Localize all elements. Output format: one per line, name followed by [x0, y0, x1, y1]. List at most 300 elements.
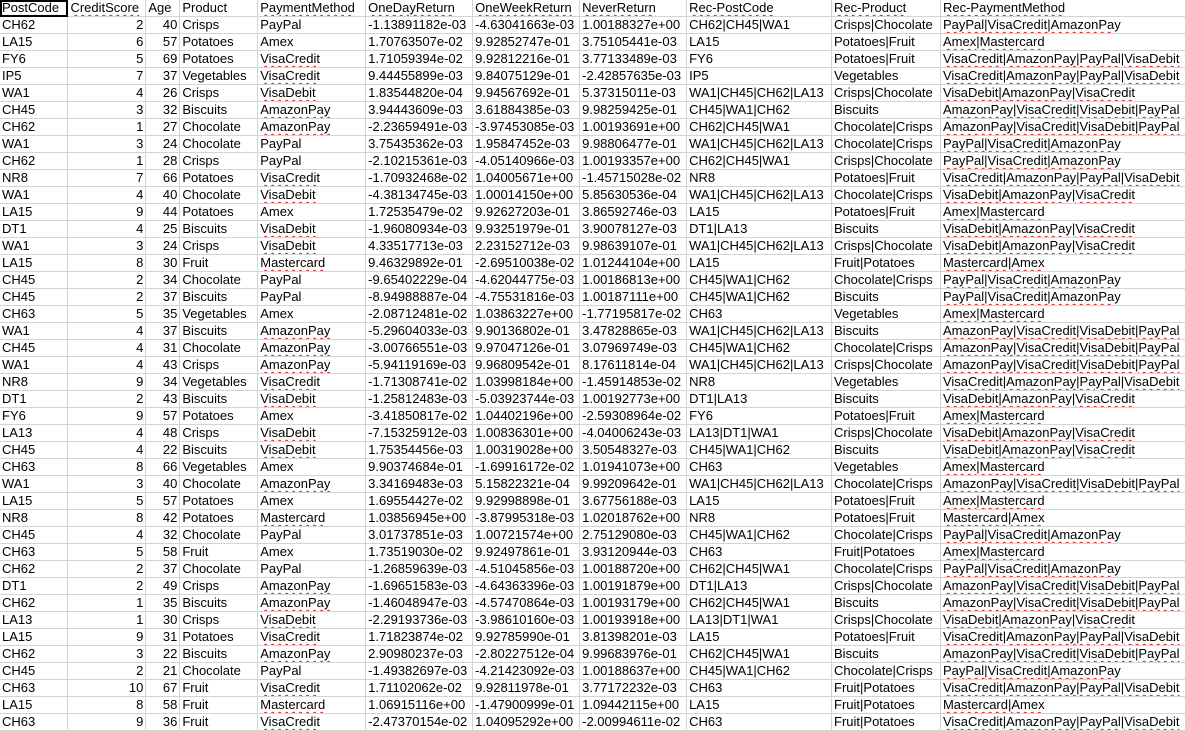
table-cell[interactable]: AmazonPay|VisaCredit|VisaDebit|PayPal — [940, 340, 1185, 357]
table-cell[interactable]: 37 — [146, 289, 180, 306]
table-cell[interactable]: 9.98639107e-01 — [580, 238, 687, 255]
table-cell[interactable]: AmazonPay — [258, 357, 366, 374]
table-cell[interactable]: -8.94988887e-04 — [366, 289, 473, 306]
table-cell[interactable]: PayPal|VisaCredit|AmazonPay — [940, 527, 1185, 544]
table-cell[interactable]: 36 — [146, 714, 180, 731]
table-cell[interactable]: 1.00193918e+00 — [580, 612, 687, 629]
table-cell[interactable]: Crisps — [180, 238, 258, 255]
table-cell[interactable]: 3.77133489e-03 — [580, 51, 687, 68]
table-cell[interactable]: 27 — [146, 119, 180, 136]
table-cell[interactable]: Biscuits — [180, 221, 258, 238]
table-cell[interactable]: 1.83544820e-04 — [366, 85, 473, 102]
table-cell[interactable]: 1.00186813e+00 — [580, 272, 687, 289]
table-cell[interactable]: 30 — [146, 612, 180, 629]
table-cell[interactable]: 2.75129080e-03 — [580, 527, 687, 544]
table-cell[interactable]: 4 — [68, 187, 146, 204]
table-cell[interactable]: CH45|WA1|CH62 — [687, 527, 832, 544]
table-cell[interactable]: 3.47828865e-03 — [580, 323, 687, 340]
table-cell[interactable]: Crisps — [180, 578, 258, 595]
table-cell[interactable]: VisaDebit|AmazonPay|VisaCredit — [940, 612, 1185, 629]
table-cell[interactable]: 9.92627203e-01 — [473, 204, 580, 221]
table-cell[interactable]: 1.09442115e+00 — [580, 697, 687, 714]
table-cell[interactable]: Potatoes — [180, 51, 258, 68]
table-cell[interactable]: 1.71823874e-02 — [366, 629, 473, 646]
table-cell[interactable]: 5 — [68, 51, 146, 68]
table-cell[interactable]: WA1 — [0, 136, 68, 153]
table-cell[interactable]: LA15 — [687, 255, 832, 272]
table-cell[interactable]: 37 — [146, 561, 180, 578]
table-cell[interactable]: AmazonPay — [258, 476, 366, 493]
table-cell[interactable]: 9 — [68, 204, 146, 221]
table-cell[interactable]: Crisps — [180, 17, 258, 34]
table-cell[interactable]: WA1|CH45|CH62|LA13 — [687, 85, 832, 102]
table-cell[interactable]: Chocolate|Crisps — [832, 561, 941, 578]
table-cell[interactable]: Mastercard|Amex — [940, 510, 1185, 527]
table-cell[interactable]: CH62|CH45|WA1 — [687, 119, 832, 136]
table-cell[interactable]: 9.44455899e-03 — [366, 68, 473, 85]
column-header[interactable]: PaymentMethod — [258, 0, 366, 17]
table-cell[interactable]: Potatoes|Fruit — [832, 629, 941, 646]
table-cell[interactable]: Vegetables — [180, 374, 258, 391]
table-cell[interactable]: Biscuits — [832, 391, 941, 408]
table-cell[interactable]: LA15 — [687, 204, 832, 221]
table-cell[interactable]: 3.07969749e-03 — [580, 340, 687, 357]
table-cell[interactable]: CH45 — [0, 527, 68, 544]
table-cell[interactable]: -1.69916172e-02 — [473, 459, 580, 476]
table-cell[interactable]: -1.13891182e-03 — [366, 17, 473, 34]
table-cell[interactable]: VisaCredit — [258, 68, 366, 85]
table-cell[interactable]: WA1 — [0, 85, 68, 102]
table-cell[interactable]: 66 — [146, 459, 180, 476]
table-cell[interactable]: 9 — [68, 408, 146, 425]
table-cell[interactable]: 1.69554427e-02 — [366, 493, 473, 510]
table-cell[interactable]: LA15 — [687, 697, 832, 714]
table-cell[interactable]: Chocolate|Crisps — [832, 663, 941, 680]
table-cell[interactable]: VisaCredit — [258, 374, 366, 391]
table-cell[interactable]: VisaDebit — [258, 187, 366, 204]
table-cell[interactable]: VisaDebit|AmazonPay|VisaCredit — [940, 425, 1185, 442]
table-cell[interactable]: LA15 — [0, 204, 68, 221]
table-cell[interactable]: Biscuits — [180, 442, 258, 459]
table-cell[interactable]: CH45 — [0, 289, 68, 306]
table-cell[interactable]: CH63 — [687, 680, 832, 697]
table-cell[interactable]: Biscuits — [180, 391, 258, 408]
table-cell[interactable]: Mastercard — [258, 697, 366, 714]
table-cell[interactable]: 9.98806477e-01 — [580, 136, 687, 153]
table-cell[interactable]: -5.29604033e-03 — [366, 323, 473, 340]
table-cell[interactable]: -1.25812483e-03 — [366, 391, 473, 408]
table-cell[interactable]: CH45|WA1|CH62 — [687, 102, 832, 119]
table-cell[interactable]: 3.90078127e-03 — [580, 221, 687, 238]
table-cell[interactable]: Mastercard — [258, 255, 366, 272]
table-cell[interactable]: 1.95847452e-03 — [473, 136, 580, 153]
table-cell[interactable]: CH63 — [0, 544, 68, 561]
table-cell[interactable]: Fruit|Potatoes — [832, 680, 941, 697]
table-cell[interactable]: Biscuits — [180, 289, 258, 306]
table-cell[interactable]: PayPal|VisaCredit|AmazonPay — [940, 136, 1185, 153]
table-cell[interactable]: Fruit|Potatoes — [832, 544, 941, 561]
table-cell[interactable]: 1 — [68, 153, 146, 170]
table-cell[interactable]: 9.99683976e-01 — [580, 646, 687, 663]
table-cell[interactable]: PayPal|VisaCredit|AmazonPay — [940, 663, 1185, 680]
table-cell[interactable]: Fruit|Potatoes — [832, 255, 941, 272]
table-cell[interactable]: 7 — [68, 68, 146, 85]
table-cell[interactable]: Mastercard|Amex — [940, 697, 1185, 714]
column-header[interactable]: Product — [180, 0, 258, 17]
table-cell[interactable]: -2.59308964e-02 — [580, 408, 687, 425]
table-cell[interactable]: 9.92998898e-01 — [473, 493, 580, 510]
table-cell[interactable]: Amex — [258, 306, 366, 323]
table-cell[interactable]: 1.01941073e+00 — [580, 459, 687, 476]
table-cell[interactable]: VisaDebit — [258, 442, 366, 459]
table-cell[interactable]: -2.23659491e-03 — [366, 119, 473, 136]
table-cell[interactable]: 9.94567692e-01 — [473, 85, 580, 102]
table-cell[interactable]: -5.94119169e-03 — [366, 357, 473, 374]
table-cell[interactable]: 43 — [146, 357, 180, 374]
table-cell[interactable]: LA13|DT1|WA1 — [687, 425, 832, 442]
table-cell[interactable]: 5 — [68, 544, 146, 561]
table-cell[interactable]: LA15 — [687, 493, 832, 510]
table-cell[interactable]: 2 — [68, 17, 146, 34]
table-cell[interactable]: CH63 — [687, 306, 832, 323]
table-cell[interactable]: NR8 — [687, 170, 832, 187]
table-cell[interactable]: Potatoes|Fruit — [832, 204, 941, 221]
table-cell[interactable]: Chocolate — [180, 663, 258, 680]
table-cell[interactable]: 66 — [146, 170, 180, 187]
table-cell[interactable]: 2 — [68, 578, 146, 595]
column-header[interactable]: Rec-PaymentMethod — [940, 0, 1185, 17]
table-cell[interactable]: LA15 — [0, 34, 68, 51]
table-cell[interactable]: 35 — [146, 306, 180, 323]
table-cell[interactable]: 1.03863227e+00 — [473, 306, 580, 323]
table-cell[interactable]: Potatoes|Fruit — [832, 408, 941, 425]
table-cell[interactable]: Crisps|Chocolate — [832, 17, 941, 34]
table-cell[interactable]: -1.69651583e-03 — [366, 578, 473, 595]
table-cell[interactable]: 7 — [68, 170, 146, 187]
table-cell[interactable]: Vegetables — [832, 306, 941, 323]
table-cell[interactable]: -7.15325912e-03 — [366, 425, 473, 442]
table-cell[interactable]: VisaDebit — [258, 612, 366, 629]
table-cell[interactable]: Crisps|Chocolate — [832, 425, 941, 442]
table-cell[interactable]: 9.84075129e-01 — [473, 68, 580, 85]
table-cell[interactable]: Potatoes — [180, 629, 258, 646]
table-cell[interactable]: -3.41850817e-02 — [366, 408, 473, 425]
table-cell[interactable]: WA1 — [0, 476, 68, 493]
table-cell[interactable]: 31 — [146, 629, 180, 646]
table-cell[interactable]: 1.00192773e+00 — [580, 391, 687, 408]
table-cell[interactable]: Potatoes — [180, 204, 258, 221]
table-cell[interactable]: NR8 — [687, 510, 832, 527]
table-cell[interactable]: AmazonPay|VisaCredit|VisaDebit|PayPal — [940, 357, 1185, 374]
table-cell[interactable]: DT1|LA13 — [687, 578, 832, 595]
table-cell[interactable]: VisaDebit|AmazonPay|VisaCredit — [940, 238, 1185, 255]
table-cell[interactable]: Biscuits — [832, 442, 941, 459]
table-cell[interactable]: CH62 — [0, 153, 68, 170]
table-cell[interactable]: AmazonPay — [258, 578, 366, 595]
table-cell[interactable]: 40 — [146, 187, 180, 204]
table-cell[interactable]: AmazonPay|VisaCredit|VisaDebit|PayPal — [940, 323, 1185, 340]
table-cell[interactable]: 5 — [68, 493, 146, 510]
table-cell[interactable]: CH62|CH45|WA1 — [687, 646, 832, 663]
table-cell[interactable]: Amex|Mastercard — [940, 34, 1185, 51]
table-cell[interactable]: 4 — [68, 425, 146, 442]
table-cell[interactable]: VisaDebit|AmazonPay|VisaCredit — [940, 221, 1185, 238]
table-cell[interactable]: Potatoes — [180, 493, 258, 510]
table-cell[interactable]: 69 — [146, 51, 180, 68]
table-cell[interactable]: 3.67756188e-03 — [580, 493, 687, 510]
table-cell[interactable]: DT1|LA13 — [687, 221, 832, 238]
table-cell[interactable]: -1.71308741e-02 — [366, 374, 473, 391]
table-cell[interactable]: 2 — [68, 561, 146, 578]
table-cell[interactable]: 8 — [68, 697, 146, 714]
table-cell[interactable]: Chocolate — [180, 136, 258, 153]
table-cell[interactable]: -4.75531816e-03 — [473, 289, 580, 306]
table-cell[interactable]: 35 — [146, 595, 180, 612]
table-cell[interactable]: 32 — [146, 102, 180, 119]
table-cell[interactable]: -1.70932468e-02 — [366, 170, 473, 187]
table-cell[interactable]: CH62 — [0, 646, 68, 663]
table-cell[interactable]: 3.50548327e-03 — [580, 442, 687, 459]
table-cell[interactable]: VisaDebit — [258, 425, 366, 442]
table-cell[interactable]: CH62 — [0, 561, 68, 578]
table-cell[interactable]: 2 — [68, 391, 146, 408]
table-cell[interactable]: VisaDebit — [258, 238, 366, 255]
table-cell[interactable]: CH62|CH45|WA1 — [687, 17, 832, 34]
table-cell[interactable]: PayPal — [258, 17, 366, 34]
table-cell[interactable]: Vegetables — [832, 459, 941, 476]
table-cell[interactable]: 1.00193691e+00 — [580, 119, 687, 136]
table-cell[interactable]: 1.70763507e-02 — [366, 34, 473, 51]
table-cell[interactable]: Amex|Mastercard — [940, 544, 1185, 561]
table-cell[interactable]: -1.49382697e-03 — [366, 663, 473, 680]
table-cell[interactable]: CH63 — [687, 544, 832, 561]
table-cell[interactable]: 1.00319028e+00 — [473, 442, 580, 459]
table-cell[interactable]: 37 — [146, 68, 180, 85]
table-cell[interactable]: FY6 — [0, 51, 68, 68]
table-cell[interactable]: CH63 — [0, 459, 68, 476]
table-cell[interactable]: -4.62044775e-03 — [473, 272, 580, 289]
table-cell[interactable]: -1.96080934e-03 — [366, 221, 473, 238]
table-cell[interactable]: 1.00191879e+00 — [580, 578, 687, 595]
table-cell[interactable]: -4.21423092e-03 — [473, 663, 580, 680]
table-cell[interactable]: 8.17611814e-04 — [580, 357, 687, 374]
table-cell[interactable]: PayPal — [258, 527, 366, 544]
table-cell[interactable]: 40 — [146, 17, 180, 34]
table-cell[interactable]: Fruit — [180, 697, 258, 714]
table-cell[interactable]: CH45|WA1|CH62 — [687, 442, 832, 459]
table-cell[interactable]: 44 — [146, 204, 180, 221]
table-cell[interactable]: 4 — [68, 323, 146, 340]
table-cell[interactable]: -1.45914853e-02 — [580, 374, 687, 391]
table-cell[interactable]: Mastercard|Amex — [940, 255, 1185, 272]
table-cell[interactable]: 1.01244104e+00 — [580, 255, 687, 272]
table-cell[interactable]: 3.34169483e-03 — [366, 476, 473, 493]
table-cell[interactable]: LA15 — [0, 493, 68, 510]
table-cell[interactable]: VisaCredit|AmazonPay|PayPal|VisaDebit — [940, 629, 1185, 646]
table-cell[interactable]: Crisps|Chocolate — [832, 578, 941, 595]
table-cell[interactable]: 9.96809542e-01 — [473, 357, 580, 374]
table-cell[interactable]: Vegetables — [180, 68, 258, 85]
table-cell[interactable]: CH63 — [0, 680, 68, 697]
table-cell[interactable]: Chocolate — [180, 561, 258, 578]
table-cell[interactable]: Potatoes|Fruit — [832, 493, 941, 510]
table-cell[interactable]: NR8 — [0, 510, 68, 527]
table-cell[interactable]: FY6 — [687, 408, 832, 425]
table-cell[interactable]: LA15 — [0, 629, 68, 646]
table-cell[interactable]: Biscuits — [180, 323, 258, 340]
table-cell[interactable]: 1.03856945e+00 — [366, 510, 473, 527]
table-cell[interactable]: -2.47370154e-02 — [366, 714, 473, 731]
table-cell[interactable]: 1.00836301e+00 — [473, 425, 580, 442]
table-cell[interactable]: Chocolate|Crisps — [832, 136, 941, 153]
table-cell[interactable]: 1.02018762e+00 — [580, 510, 687, 527]
table-cell[interactable]: VisaCredit — [258, 714, 366, 731]
table-cell[interactable]: AmazonPay|VisaCredit|VisaDebit|PayPal — [940, 595, 1185, 612]
table-cell[interactable]: CH45 — [0, 272, 68, 289]
table-cell[interactable]: 8 — [68, 510, 146, 527]
table-cell[interactable]: CH45 — [0, 102, 68, 119]
table-cell[interactable]: Chocolate|Crisps — [832, 476, 941, 493]
table-cell[interactable]: Crisps — [180, 357, 258, 374]
table-cell[interactable]: 34 — [146, 272, 180, 289]
table-cell[interactable]: 9 — [68, 374, 146, 391]
table-cell[interactable]: VisaCredit — [258, 51, 366, 68]
table-cell[interactable]: 48 — [146, 425, 180, 442]
table-cell[interactable]: 40 — [146, 476, 180, 493]
table-cell[interactable]: 4.33517713e-03 — [366, 238, 473, 255]
table-cell[interactable]: -4.38134745e-03 — [366, 187, 473, 204]
table-cell[interactable]: VisaCredit|AmazonPay|PayPal|VisaDebit — [940, 51, 1185, 68]
table-cell[interactable]: Potatoes|Fruit — [832, 170, 941, 187]
table-cell[interactable]: 1.71059394e-02 — [366, 51, 473, 68]
table-cell[interactable]: Potatoes — [180, 170, 258, 187]
table-cell[interactable]: CH62 — [0, 595, 68, 612]
table-cell[interactable]: 3 — [68, 646, 146, 663]
table-cell[interactable]: 9.92812216e-01 — [473, 51, 580, 68]
table-cell[interactable]: Biscuits — [832, 289, 941, 306]
table-cell[interactable]: 1.03998184e+00 — [473, 374, 580, 391]
table-cell[interactable]: Amex — [258, 408, 366, 425]
table-cell[interactable]: AmazonPay — [258, 102, 366, 119]
table-cell[interactable]: CH45|WA1|CH62 — [687, 272, 832, 289]
table-cell[interactable]: -1.47900999e-01 — [473, 697, 580, 714]
table-cell[interactable]: 4 — [68, 340, 146, 357]
table-cell[interactable]: 9.92811978e-01 — [473, 680, 580, 697]
table-cell[interactable]: Biscuits — [832, 595, 941, 612]
table-cell[interactable]: 9 — [68, 629, 146, 646]
table-cell[interactable]: 1.06915116e+00 — [366, 697, 473, 714]
table-cell[interactable]: Potatoes|Fruit — [832, 34, 941, 51]
table-cell[interactable]: Chocolate|Crisps — [832, 119, 941, 136]
table-cell[interactable]: 32 — [146, 527, 180, 544]
table-cell[interactable]: VisaCredit|AmazonPay|PayPal|VisaDebit — [940, 680, 1185, 697]
table-cell[interactable]: Crisps|Chocolate — [832, 238, 941, 255]
table-cell[interactable]: AmazonPay — [258, 340, 366, 357]
table-cell[interactable]: Biscuits — [832, 646, 941, 663]
table-cell[interactable]: -2.29193736e-03 — [366, 612, 473, 629]
column-header[interactable]: Rec-PostCode — [687, 0, 832, 17]
table-cell[interactable]: WA1 — [0, 238, 68, 255]
table-cell[interactable]: Potatoes — [180, 34, 258, 51]
table-cell[interactable]: Amex|Mastercard — [940, 204, 1185, 221]
table-cell[interactable]: VisaCredit|AmazonPay|PayPal|VisaDebit — [940, 374, 1185, 391]
table-cell[interactable]: NR8 — [687, 374, 832, 391]
table-cell[interactable]: Amex|Mastercard — [940, 459, 1185, 476]
table-cell[interactable]: CH62|CH45|WA1 — [687, 595, 832, 612]
table-cell[interactable]: VisaCredit — [258, 680, 366, 697]
table-cell[interactable]: Chocolate — [180, 187, 258, 204]
table-cell[interactable]: Fruit — [180, 680, 258, 697]
table-cell[interactable]: -4.63041663e-03 — [473, 17, 580, 34]
table-cell[interactable]: PayPal — [258, 289, 366, 306]
table-cell[interactable]: 58 — [146, 697, 180, 714]
table-cell[interactable]: -3.98610160e-03 — [473, 612, 580, 629]
table-cell[interactable]: AmazonPay — [258, 595, 366, 612]
table-cell[interactable]: 9.90374684e-01 — [366, 459, 473, 476]
table-cell[interactable]: -2.08712481e-02 — [366, 306, 473, 323]
table-cell[interactable]: PayPal — [258, 153, 366, 170]
table-cell[interactable]: 4 — [68, 85, 146, 102]
table-cell[interactable]: 3.75435362e-03 — [366, 136, 473, 153]
table-cell[interactable]: CH62 — [0, 17, 68, 34]
table-cell[interactable]: -4.04006243e-03 — [580, 425, 687, 442]
table-cell[interactable]: 3.81398201e-03 — [580, 629, 687, 646]
table-cell[interactable]: VisaDebit — [258, 391, 366, 408]
table-cell[interactable]: Chocolate — [180, 340, 258, 357]
table-cell[interactable]: 1.04402196e+00 — [473, 408, 580, 425]
table-cell[interactable]: WA1 — [0, 323, 68, 340]
table-cell[interactable]: Amex|Mastercard — [940, 408, 1185, 425]
table-cell[interactable]: 57 — [146, 493, 180, 510]
table-cell[interactable]: WA1|CH45|CH62|LA13 — [687, 357, 832, 374]
table-cell[interactable]: CH63 — [0, 306, 68, 323]
table-cell[interactable]: 1.00193179e+00 — [580, 595, 687, 612]
table-cell[interactable]: -3.87995318e-03 — [473, 510, 580, 527]
table-cell[interactable]: 2 — [68, 272, 146, 289]
table-cell[interactable]: Biscuits — [832, 323, 941, 340]
table-cell[interactable]: 3 — [68, 238, 146, 255]
table-cell[interactable]: CH45 — [0, 340, 68, 357]
table-cell[interactable]: Chocolate — [180, 527, 258, 544]
table-cell[interactable]: WA1|CH45|CH62|LA13 — [687, 476, 832, 493]
table-cell[interactable]: 5.85630536e-04 — [580, 187, 687, 204]
table-cell[interactable]: Vegetables — [832, 374, 941, 391]
table-cell[interactable]: CH45 — [0, 663, 68, 680]
table-cell[interactable]: 4 — [68, 221, 146, 238]
table-cell[interactable]: 26 — [146, 85, 180, 102]
table-cell[interactable]: Amex — [258, 34, 366, 51]
table-cell[interactable]: 3 — [68, 136, 146, 153]
table-cell[interactable]: -4.05140966e-03 — [473, 153, 580, 170]
table-cell[interactable]: VisaDebit|AmazonPay|VisaCredit — [940, 85, 1185, 102]
table-cell[interactable]: LA15 — [687, 34, 832, 51]
table-cell[interactable]: 49 — [146, 578, 180, 595]
table-cell[interactable]: -5.03923744e-03 — [473, 391, 580, 408]
table-cell[interactable]: 8 — [68, 459, 146, 476]
table-cell[interactable]: 1.00187111e+00 — [580, 289, 687, 306]
table-cell[interactable]: -2.10215361e-03 — [366, 153, 473, 170]
table-cell[interactable]: 8 — [68, 255, 146, 272]
table-cell[interactable]: 5.15822321e-04 — [473, 476, 580, 493]
table-cell[interactable]: 1.00014150e+00 — [473, 187, 580, 204]
table-cell[interactable]: VisaDebit|AmazonPay|VisaCredit — [940, 442, 1185, 459]
table-cell[interactable]: 6 — [68, 34, 146, 51]
table-cell[interactable]: LA13|DT1|WA1 — [687, 612, 832, 629]
table-cell[interactable]: LA15 — [0, 255, 68, 272]
table-cell[interactable]: VisaDebit — [258, 85, 366, 102]
table-cell[interactable]: LA13 — [0, 612, 68, 629]
table-cell[interactable]: PayPal|VisaCredit|AmazonPay — [940, 289, 1185, 306]
